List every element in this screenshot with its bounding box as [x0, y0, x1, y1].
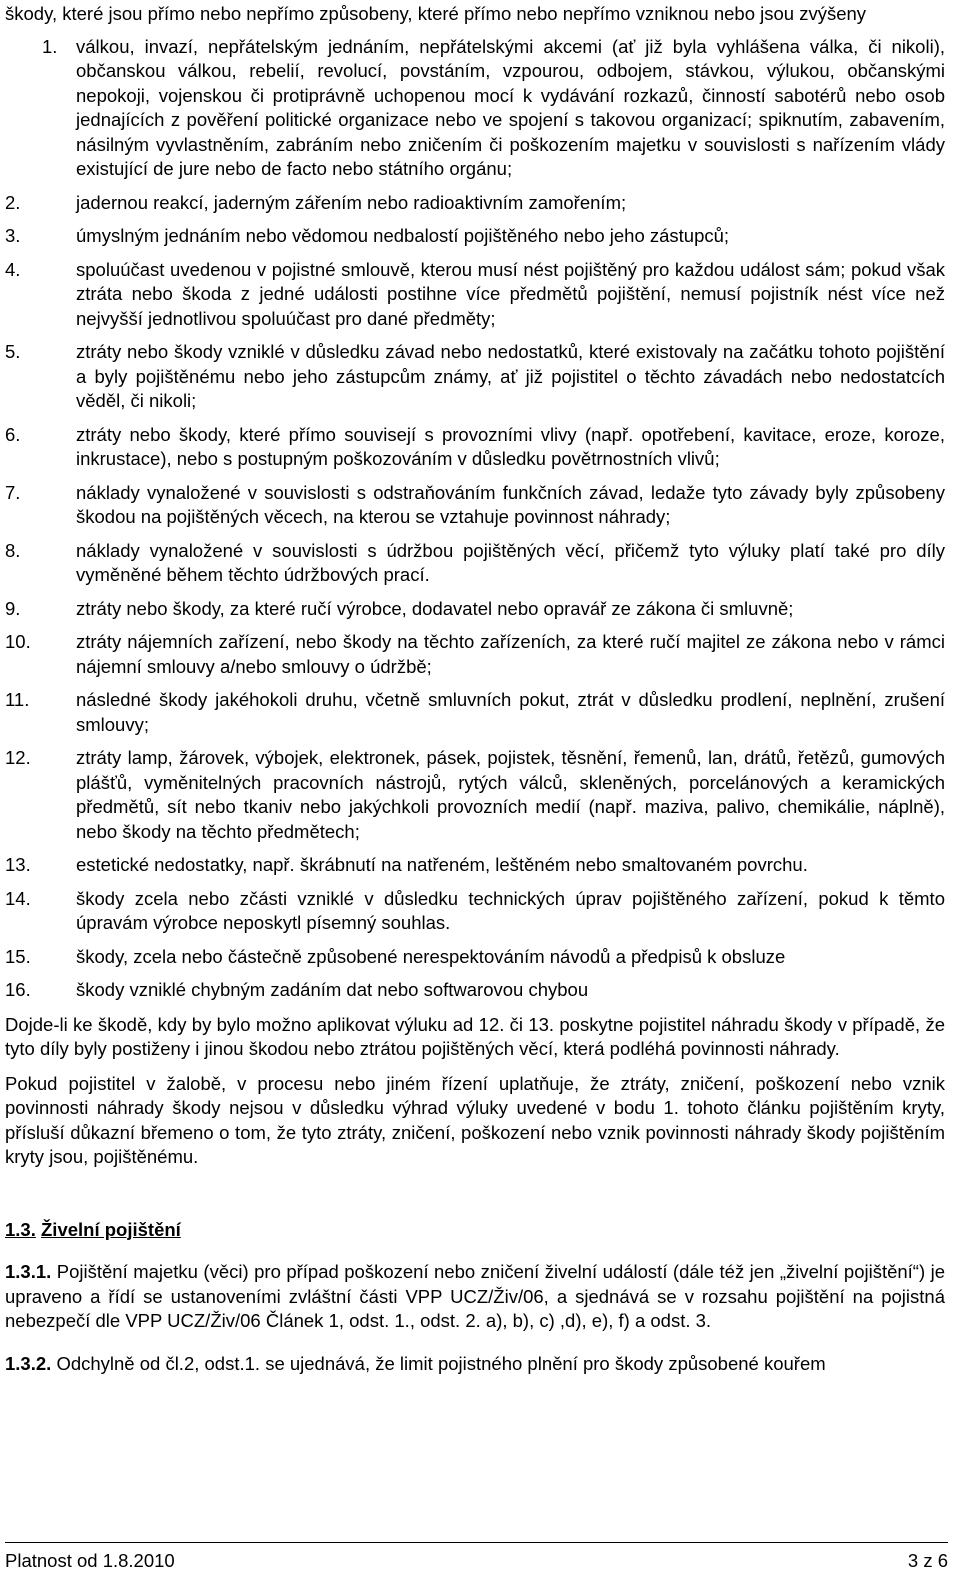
item-number: 11. — [5, 689, 30, 710]
list-item — [5, 35, 945, 182]
item-text: estetické nedostatky, např. škrábnutí na natřeném, leštěném nebo smaltovaném povrchu. — [76, 854, 808, 875]
item-text: škody zcela nebo zčásti vzniklé v důsledku technických úprav pojištěného zařízení, pokud k těmto úpravám výrobce neposkytl písemný souhlas. — [76, 887, 945, 933]
intro-text: škody, které jsou přímo nebo nepřímo způsobeny, které přímo nebo nepřímo vzniknou nebo jsou zvýšeny — [5, 3, 867, 24]
subsection-number: 1.3.1. — [5, 1261, 52, 1282]
item-number: 3. — [5, 225, 21, 246]
item-number: 14. — [5, 887, 31, 909]
subsection-text: Odchylně od čl.2, odst.1. se ujednává, že limit pojistného plnění pro škody způsobené kouřem — [56, 1352, 826, 1374]
list-item — [5, 945, 945, 970]
item-text: škody vzniklé chybným zadáním dat nebo softwarovou chybou — [76, 979, 589, 1000]
list-item — [5, 688, 945, 737]
item-text: ztráty nebo škody, za které ručí výrobce, dodavatel nebo opravář ze zákona či smluvně; — [76, 597, 794, 619]
list-item — [5, 423, 945, 472]
list-item — [5, 224, 945, 249]
list-item — [5, 853, 945, 878]
paragraph-burden-of-proof: Pokud pojistitel v žalobě, v procesu nebo jiném řízení uplatňuje, že ztráty, zničení, poškození nebo vznik povinnosti náhrady škody nejsou v důsledku výhrad výluky uvedené v bodu 1. tohoto článku pojištěním kryty, přísluší důkazní břemeno o tom, že tyto ztráty, zničení, poškození nebo vznik povinnosti náhrady škody pojištěním kryty jsou, pojištěnému. — [5, 1072, 945, 1167]
exclusion-list — [5, 35, 945, 1003]
item-text: škody, zcela nebo částečně způsobené nerespektováním návodů a předpisů k obsluze — [76, 945, 786, 967]
list-item — [5, 887, 945, 936]
paragraph-exception: Dojde-li ke škodě, kdy by bylo možno aplikovat výluku ad 12. či 13. poskytne pojistitel náhradu škody v případě, že tyto díly byly postiženy i jinou škodou nebo ztrátou pojištěných věcí, která podléhá povinnosti náhrady. — [5, 1013, 945, 1059]
list-item — [5, 340, 945, 414]
list-item — [5, 258, 945, 332]
item-text: náklady vynaložené v souvislosti s údržbou pojištěných věcí, přičemž tyto výluky platí také pro díly vyměněné během těchto údržbových prací. — [76, 539, 945, 585]
item-text: ztráty lamp, žárovek, výbojek, elektronek, pásek, pojistek, těsnění, řemenů, lan, drátů, řetězů, gumových plášťů, vyměnitelných pracovních nástrojů, rytých válců, skleněných, porcelánových a keramických předmětů, sít nebo tkaniv nebo jakýchkoli provozních medií (např. maziva, palivo, chemikálie, náplně), nebo škody na těchto předmětech; — [76, 747, 945, 842]
list-item — [5, 539, 945, 588]
list-item — [5, 481, 945, 530]
page-footer — [5, 1549, 948, 1574]
section-title: Živelní pojištění — [41, 1218, 181, 1240]
subsection-text: Pojištění majetku (věci) pro případ poškození nebo zničení živelní událostí (dále též jen „živelní pojištění“) je upraveno a řídí se ustanoveními zvláštní části VPP UCZ/Živ/06, a sjednává se v rozsahu pojištění na pojistná nebezpečí dle VPP UCZ/Živ/06 Článek 1, odst. 1., odst. 2. a), b), c) ,d), e), f) a odst. 3. — [5, 1261, 945, 1331]
list-item — [5, 746, 945, 844]
item-number: 16. — [5, 979, 31, 1000]
item-number: 1. — [42, 35, 58, 57]
item-number: 4. — [5, 258, 21, 280]
item-number: 13. — [5, 854, 31, 875]
item-number: 7. — [5, 481, 21, 503]
item-number: 9. — [5, 597, 21, 619]
item-number: 2. — [5, 191, 21, 213]
list-item — [5, 191, 945, 216]
subsection-number: 1.3.2. — [5, 1352, 52, 1374]
item-text: jadernou reakcí, jaderným zářením nebo radioaktivním zamořením; — [76, 191, 627, 213]
item-text: ztráty nájemních zařízení, nebo škody na těchto zařízeních, za které ručí majitel ze zákona nebo v rámci nájemní smlouvy a/nebo smlouvy o údržbě; — [76, 631, 945, 677]
subsection-1-3-2 — [5, 1352, 945, 1377]
list-item — [5, 978, 945, 1003]
item-text: ztráty nebo škody, které přímo souvisejí s provozními vlivy (např. opotřebení, kavitace, eroze, koroze, inkrustace), nebo s postupným poškozováním v důsledku povětrnostních vlivů; — [76, 423, 945, 469]
item-number: 12. — [5, 747, 31, 768]
item-text: následné škody jakéhokoli druhu, včetně smluvních pokut, ztrát v důsledku prodlení, neplnění, zrušení smlouvy; — [76, 689, 945, 735]
item-number: 8. — [5, 539, 21, 561]
item-text: náklady vynaložené v souvislosti s odstraňováním funkčních závad, ledaže tyto závady byly způsobeny škodou na pojištěných věcech, na kterou se vztahuje povinnost náhrady; — [76, 481, 945, 527]
section-number: 1.3. — [5, 1218, 36, 1240]
list-item — [5, 630, 945, 679]
item-text: spoluúčast uvedenou v pojistné smlouvě, kterou musí nést pojištěný pro každou událost sám; pokud však ztráta nebo škoda z jedné události postihne více předmětů pojištění, nemusí pojistník nést více než nejvyšší jednotlivou spoluúčast pro dané předměty; — [76, 258, 945, 329]
item-text: ztráty nebo škody vzniklé v důsledku závad nebo nedostatků, které existovaly na začátku tohoto pojištění a byly pojištěnému nebo jeho zástupcům známy, ať již pojistitel o těchto závadách nebo nedostatcích věděl, či nikoli; — [76, 341, 945, 411]
list-item — [5, 597, 945, 622]
item-text: úmyslným jednáním nebo vědomou nedbalostí pojištěného nebo jeho zástupců; — [76, 225, 730, 246]
document-page — [5, 2, 945, 1394]
item-number: 5. — [5, 341, 21, 362]
item-number: 15. — [5, 945, 31, 967]
footer-divider — [5, 1542, 948, 1543]
footer-page-number: 3 z 6 — [907, 1550, 948, 1571]
section-heading — [5, 1218, 945, 1243]
item-number: 6. — [5, 423, 21, 445]
subsection-1-3-1 — [5, 1260, 945, 1334]
item-number: 10. — [5, 631, 31, 652]
item-text: válkou, invazí, nepřátelským jednáním, nepřátelskými akcemi (ať již byla vyhlášena válka, či nikoli), občanskou válkou, rebelií, revolucí, povstáním, vzpourou, odbojem, stávkou, výlukou, občanskými nepokoji, vojenskou či protiprávně uchopenou mocí k vydávání rozkazů, činností sabotérů nebo osob jednajících z pověření politické organizace nebo ve spojení s takovou organizací; spiknutím, zabavením, násilným vyvlastněním, zabráním nebo zničením či poškozením majetku v souvislosti s nařízením vlády existující de jure nebo de facto nebo státního orgánu; — [76, 35, 945, 179]
footer-validity: Platnost od 1.8.2010 — [5, 1550, 175, 1571]
